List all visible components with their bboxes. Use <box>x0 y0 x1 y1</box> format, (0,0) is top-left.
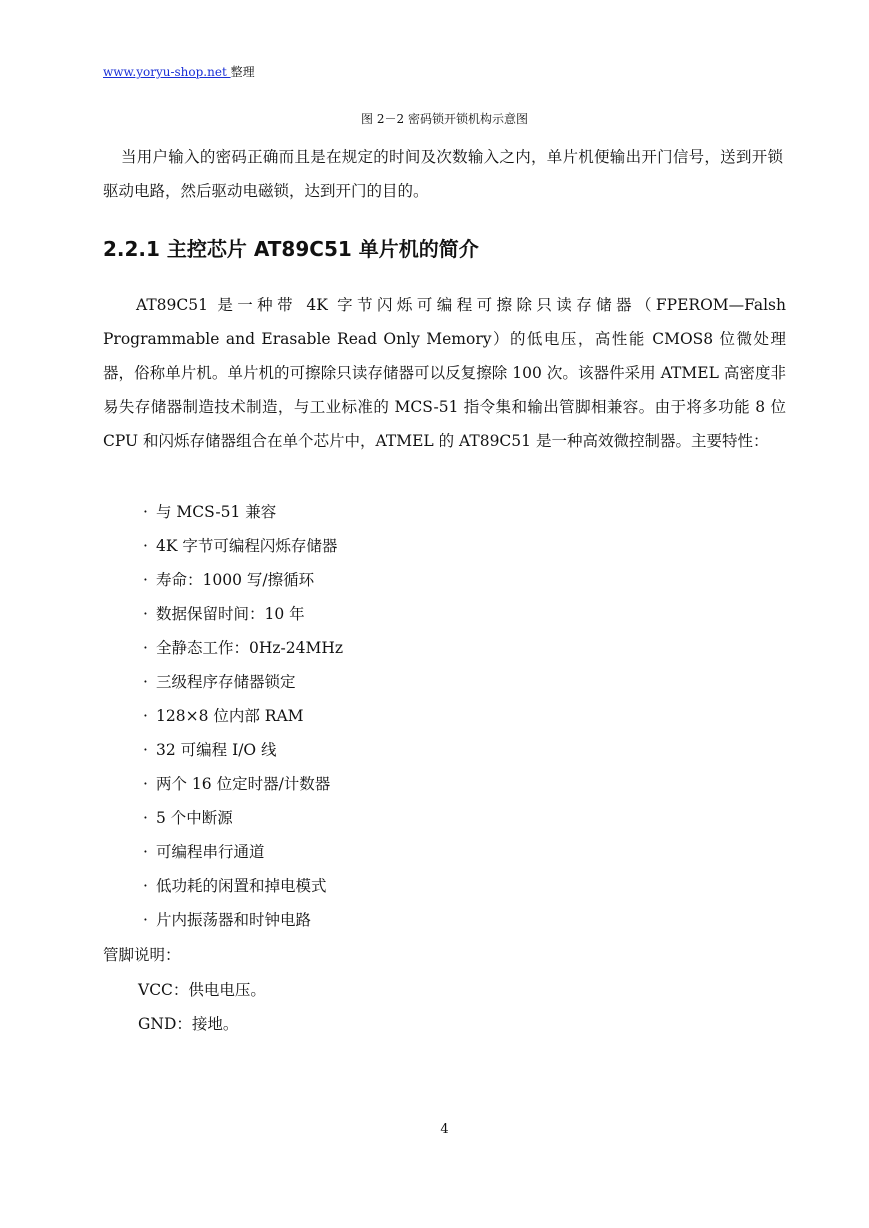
bullet-icon: · <box>143 809 148 827</box>
list-item <box>143 767 343 801</box>
list-item <box>143 495 343 529</box>
bullet-icon: · <box>143 673 148 691</box>
feature-text: 片内振荡器和时钟电路 <box>156 911 312 929</box>
bullet-icon: · <box>143 605 148 623</box>
bullet-icon: · <box>143 707 148 725</box>
pin-gnd-description: GND：接地。 <box>138 1015 239 1033</box>
list-item <box>143 869 343 903</box>
intro-paragraph: 当用户输入的密码正确而且是在规定的时间及次数输入之内，单片机便输出开门信号，送到开锁驱动电路，然后驱动电磁锁，达到开门的目的。 <box>103 148 783 200</box>
bullet-icon: · <box>143 775 148 793</box>
list-item <box>143 699 343 733</box>
pin-vcc-description: VCC：供电电压。 <box>138 981 266 999</box>
feature-text: 数据保留时间：10 年 <box>156 605 305 623</box>
bullet-icon: · <box>143 843 148 861</box>
section-paragraph: AT89C51 是一种带 4K 字节闪烁可编程可擦除只读存储器（FPEROM—Falsh Programmable and Erasable Read Only Memory）的低电压，高性能 CMOS8 位微处理器，俗称单片机。单片机的可擦除只读存储器可以反复擦除 100 次。该器件采用 ATMEL 高密度非易失存储器制造技术制造，与工业标准的 MCS-51 指令集和输出管脚相兼容。由于将多功能 8 位 CPU 和闪烁存储器组合在单个芯片中，ATMEL 的 AT89C51 是一种高效微控制器。主要特性： <box>103 296 786 450</box>
pins-title: 管脚说明： <box>103 946 181 964</box>
header-suffix: 整理 <box>230 65 255 79</box>
bullet-icon: · <box>143 877 148 895</box>
page-header <box>103 64 255 80</box>
feature-text: 4K 字节可编程闪烁存储器 <box>156 537 338 555</box>
figure-caption: 图 2－2 密码锁开锁机构示意图 <box>361 112 528 126</box>
list-item <box>143 665 343 699</box>
feature-text: 128×8 位内部 RAM <box>156 707 304 725</box>
list-item <box>143 733 343 767</box>
feature-text: 5 个中断源 <box>156 809 233 827</box>
bullet-icon: · <box>143 503 148 521</box>
bullet-icon: · <box>143 571 148 589</box>
list-item <box>143 903 343 937</box>
list-item <box>143 835 343 869</box>
section-heading: 2.2.1 主控芯片 AT89C51 单片机的简介 <box>103 237 479 261</box>
feature-text: 32 可编程 I/O 线 <box>156 741 277 759</box>
feature-text: 三级程序存储器锁定 <box>156 673 296 691</box>
feature-text: 两个 16 位定时器/计数器 <box>156 775 331 793</box>
list-item <box>143 801 343 835</box>
feature-text: 低功耗的闲置和掉电模式 <box>156 877 327 895</box>
header-link[interactable]: www.yoryu-shop.net <box>103 65 231 79</box>
bullet-icon: · <box>143 639 148 657</box>
list-item <box>143 631 343 665</box>
feature-list <box>143 495 343 937</box>
list-item <box>143 597 343 631</box>
feature-text: 与 MCS-51 兼容 <box>156 503 277 521</box>
page-number: 4 <box>440 1122 449 1137</box>
bullet-icon: · <box>143 537 148 555</box>
bullet-icon: · <box>143 911 148 929</box>
bullet-icon: · <box>143 741 148 759</box>
feature-text: 可编程串行通道 <box>156 843 265 861</box>
feature-text: 全静态工作：0Hz-24MHz <box>156 639 344 657</box>
list-item <box>143 529 343 563</box>
list-item <box>143 563 343 597</box>
feature-text: 寿命：1000 写/擦循环 <box>156 571 315 589</box>
